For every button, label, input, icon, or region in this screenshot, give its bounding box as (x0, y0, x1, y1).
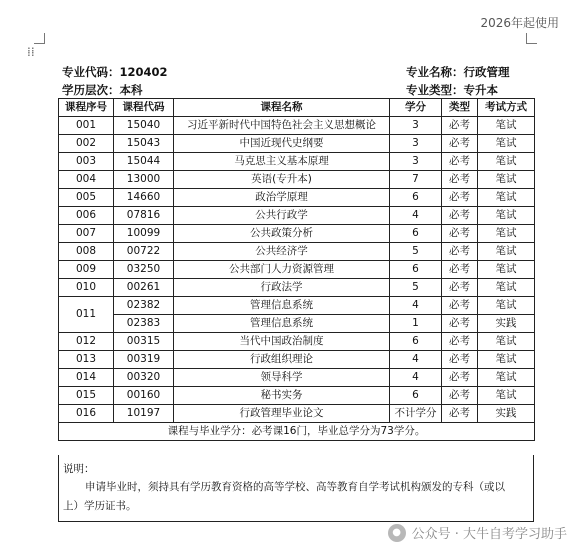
table-cell: 7 (390, 171, 442, 189)
table-cell: 不计学分 (390, 405, 442, 423)
table-cell: 14660 (114, 189, 174, 207)
table-cell: 必考 (442, 279, 478, 297)
table-cell: 笔试 (478, 333, 535, 351)
table-cell: 012 (59, 333, 114, 351)
table-cell: 笔试 (478, 171, 535, 189)
table-cell: 02382 (114, 297, 174, 315)
table-cell: 00320 (114, 369, 174, 387)
table-cell: 公共经济学 (174, 243, 390, 261)
crop-mark-left (34, 33, 45, 44)
table-row (59, 171, 535, 189)
header-seq: 课程序号 (59, 99, 114, 117)
table-cell: 001 (59, 117, 114, 135)
program-meta-row-2 (62, 82, 524, 98)
table-cell: 必考 (442, 135, 478, 153)
table-cell: 笔试 (478, 225, 535, 243)
table-cell: 必考 (442, 243, 478, 261)
header-type: 类型 (442, 99, 478, 117)
table-cell: 4 (390, 207, 442, 225)
table-cell: 笔试 (478, 297, 535, 315)
table-cell: 实践 (478, 315, 535, 333)
table-cell: 中国近现代史纲要 (174, 135, 390, 153)
table-cell: 秘书实务 (174, 387, 390, 405)
table-row (59, 279, 535, 297)
table-row (59, 387, 535, 405)
table-cell: 005 (59, 189, 114, 207)
table-cell: 必考 (442, 405, 478, 423)
table-header-row (59, 99, 535, 117)
table-cell: 必考 (442, 207, 478, 225)
table-cell: 必考 (442, 171, 478, 189)
table-row (59, 369, 535, 387)
table-row (59, 117, 535, 135)
table-row (59, 351, 535, 369)
table-cell: 公共部门人力资源管理 (174, 261, 390, 279)
table-cell: 5 (390, 279, 442, 297)
program-type: 专业类型：专升本 (406, 83, 498, 97)
program-code: 专业代码：120402 (62, 65, 168, 79)
header-note: 2026年起使用 (480, 16, 559, 30)
wechat-icon: ● (388, 524, 406, 542)
table-cell: 00261 (114, 279, 174, 297)
watermark-text: 公众号 · 大牛自考学习助手 (411, 527, 567, 542)
table-cell: 实践 (478, 405, 535, 423)
table-cell: 4 (390, 351, 442, 369)
notes-line-2: 上）学历证书。 (63, 500, 137, 512)
table-cell: 行政管理毕业论文 (174, 405, 390, 423)
table-cell: 笔试 (478, 153, 535, 171)
table-row (59, 243, 535, 261)
table-cell: 公共政策分析 (174, 225, 390, 243)
summary-cell: 课程与毕业学分：必考课16门，毕业总学分为73学分。 (59, 423, 535, 441)
table-cell: 014 (59, 369, 114, 387)
table-cell: 006 (59, 207, 114, 225)
table-cell: 15043 (114, 135, 174, 153)
table-cell: 笔试 (478, 243, 535, 261)
course-table (58, 98, 535, 441)
table-cell: 02383 (114, 315, 174, 333)
table-cell: 公共行政学 (174, 207, 390, 225)
table-cell: 6 (390, 387, 442, 405)
table-cell: 4 (390, 369, 442, 387)
table-cell: 笔试 (478, 387, 535, 405)
table-cell: 4 (390, 297, 442, 315)
header-exam-method: 考试方式 (478, 99, 535, 117)
table-cell: 007 (59, 225, 114, 243)
table-cell: 领导科学 (174, 369, 390, 387)
table-cell: 3 (390, 135, 442, 153)
table-cell: 管理信息系统 (174, 297, 390, 315)
table-row (59, 405, 535, 423)
table-cell: 笔试 (478, 189, 535, 207)
table-cell: 笔试 (478, 279, 535, 297)
table-cell: 008 (59, 243, 114, 261)
table-cell: 10197 (114, 405, 174, 423)
crop-mark-right (526, 33, 537, 44)
table-row (59, 153, 535, 171)
table-cell: 必考 (442, 297, 478, 315)
table-cell: 013 (59, 351, 114, 369)
table-cell: 笔试 (478, 351, 535, 369)
table-cell: 必考 (442, 261, 478, 279)
table-row (59, 261, 535, 279)
table-cell: 必考 (442, 315, 478, 333)
table-cell: 011 (59, 297, 114, 333)
table-cell: 英语(专升本) (174, 171, 390, 189)
table-cell: 002 (59, 135, 114, 153)
table-cell: 3 (390, 117, 442, 135)
table-row (59, 135, 535, 153)
table-cell: 6 (390, 261, 442, 279)
table-cell: 016 (59, 405, 114, 423)
table-cell: 15044 (114, 153, 174, 171)
header-credits: 学分 (390, 99, 442, 117)
table-row (59, 225, 535, 243)
table-cell: 00722 (114, 243, 174, 261)
table-cell: 政治学原理 (174, 189, 390, 207)
table-row (59, 189, 535, 207)
table-row (59, 297, 535, 315)
table-cell: 6 (390, 225, 442, 243)
table-row (59, 333, 535, 351)
table-cell: 15040 (114, 117, 174, 135)
header-course-name: 课程名称 (174, 99, 390, 117)
table-cell: 行政法学 (174, 279, 390, 297)
table-cell: 必考 (442, 369, 478, 387)
summary-row (59, 423, 535, 441)
notes-title: 说明： (63, 463, 95, 475)
table-cell: 笔试 (478, 207, 535, 225)
program-meta-row-1 (62, 64, 524, 80)
table-cell: 5 (390, 243, 442, 261)
table-cell: 1 (390, 315, 442, 333)
table-cell: 必考 (442, 153, 478, 171)
table-cell: 笔试 (478, 135, 535, 153)
table-row (59, 315, 535, 333)
table-cell: 必考 (442, 387, 478, 405)
table-cell: 003 (59, 153, 114, 171)
table-cell: 笔试 (478, 117, 535, 135)
notes-box (58, 455, 534, 522)
program-level: 学历层次：本科 (62, 83, 143, 97)
table-cell: 00160 (114, 387, 174, 405)
table-cell: 必考 (442, 189, 478, 207)
table-cell: 07816 (114, 207, 174, 225)
table-cell: 010 (59, 279, 114, 297)
table-cell: 13000 (114, 171, 174, 189)
header-code: 课程代码 (114, 99, 174, 117)
table-cell: 必考 (442, 225, 478, 243)
table-cell: 笔试 (478, 369, 535, 387)
table-cell: 3 (390, 153, 442, 171)
table-cell: 习近平新时代中国特色社会主义思想概论 (174, 117, 390, 135)
table-cell: 015 (59, 387, 114, 405)
watermark (388, 523, 567, 542)
table-cell: 当代中国政治制度 (174, 333, 390, 351)
table-cell: 6 (390, 333, 442, 351)
table-cell: 必考 (442, 333, 478, 351)
table-cell: 必考 (442, 351, 478, 369)
table-cell: 马克思主义基本原理 (174, 153, 390, 171)
table-cell: 009 (59, 261, 114, 279)
table-cell: 管理信息系统 (174, 315, 390, 333)
table-cell: 004 (59, 171, 114, 189)
table-cell: 00315 (114, 333, 174, 351)
program-name: 专业名称：行政管理 (406, 65, 510, 79)
table-cell: 笔试 (478, 261, 535, 279)
table-cell: 6 (390, 189, 442, 207)
table-move-handle-icon[interactable]: ⁞⁞ (27, 45, 35, 59)
table-row (59, 207, 535, 225)
table-cell: 必考 (442, 117, 478, 135)
table-cell: 行政组织理论 (174, 351, 390, 369)
table-cell: 00319 (114, 351, 174, 369)
table-cell: 03250 (114, 261, 174, 279)
notes-line-1: 申请毕业时，须持具有学历教育资格的高等学校、高等教育自学考试机构颁发的专科（或以 (85, 481, 505, 493)
table-cell: 10099 (114, 225, 174, 243)
